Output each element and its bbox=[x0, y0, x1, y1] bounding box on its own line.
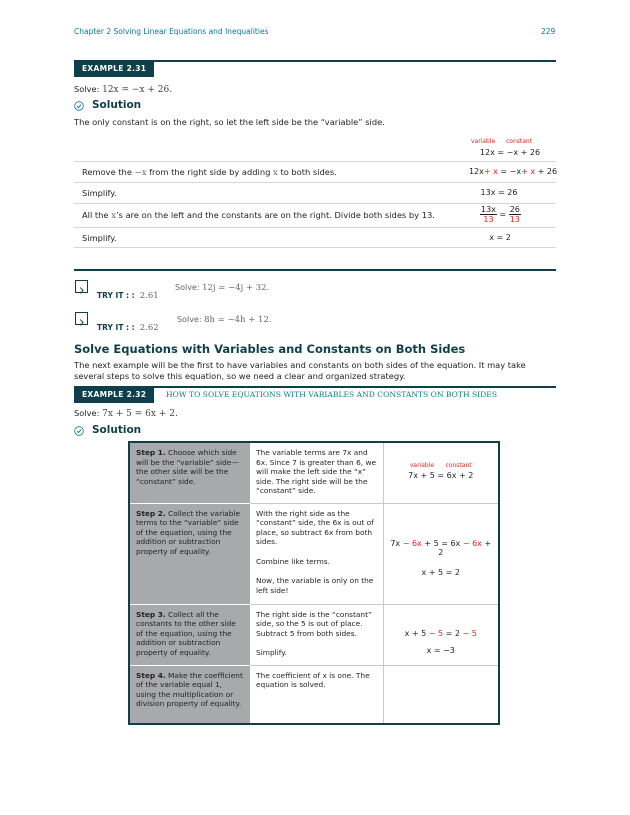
table-row bbox=[129, 665, 499, 724]
table-divider bbox=[74, 203, 556, 204]
step-explanation: The coefficient of x is one. The equation is solved. bbox=[250, 665, 383, 724]
equation-simplified: 13x = 26 bbox=[480, 188, 518, 197]
try-it-problem: Solve: 12j = −4j + 32. bbox=[175, 283, 270, 293]
chapter-header: Chapter 2 Solving Linear Equations and Inequalities bbox=[74, 27, 269, 36]
equation: x + 5 = 2 bbox=[421, 567, 460, 577]
table-divider bbox=[74, 161, 556, 162]
try-it-heading: TRY IT : : 2.62 bbox=[97, 323, 159, 333]
example-rule bbox=[74, 60, 556, 62]
tag-variable: variable bbox=[471, 138, 496, 145]
try-it-problem: Solve: 8h = −4h + 12. bbox=[177, 315, 272, 325]
step-description: Step 1. Choose which side will be the “variable” side—the other side will be the “constant” side. bbox=[129, 442, 250, 503]
solution-title: Solution bbox=[92, 424, 142, 436]
tag-constant: constant bbox=[506, 138, 533, 145]
solve-line bbox=[74, 408, 178, 419]
step-explanation: The right side is the “constant” side, so the 5 is out of place. Subtract 5 from both sides. Simplify. bbox=[250, 604, 383, 665]
equation: 7x + 5 = 6x + 2 bbox=[408, 470, 474, 480]
solution-intro: The only constant is on the right, so let the left side be the “variable” side. bbox=[74, 117, 385, 127]
step-description: Step 3. Collect all the constants to the other side of the equation, using the addition or subtraction property of equality. bbox=[129, 604, 250, 665]
example-title: HOW TO SOLVE EQUATIONS WITH VARIABLES AND CONSTANTS ON BOTH SIDES bbox=[166, 390, 498, 399]
chevron-right-icon bbox=[76, 285, 87, 296]
equation: x = −3 bbox=[426, 646, 455, 656]
try-it-rule bbox=[74, 269, 556, 271]
equation: 7x − 6x + 5 = 6x − 6x + 2 bbox=[390, 538, 492, 558]
fraction-equation: $\frac{13x}{13}$ = $\frac{26}{13}$ bbox=[481, 205, 520, 224]
solve-label: Solve: bbox=[74, 408, 100, 418]
table-row bbox=[129, 442, 499, 503]
step-work bbox=[383, 665, 499, 724]
solve-line bbox=[74, 84, 172, 95]
solve-equation: 12x = −x + 26. bbox=[102, 85, 173, 95]
tag-variable: variable bbox=[409, 462, 435, 469]
step-explanation: With the right side as the “constant” side, the 6x is out of place, so subtract 6x from both sides. Combine like terms. Now, the variable is only on the left side! bbox=[250, 503, 383, 604]
equation-final: x = 2 bbox=[489, 233, 511, 242]
try-it-heading: TRY IT : : 2.61 bbox=[97, 291, 159, 301]
page-number: 229 bbox=[541, 27, 556, 36]
section-heading: Solve Equations with Variables and Constants on Both Sides bbox=[74, 342, 466, 356]
steps-table bbox=[128, 441, 500, 725]
step-work bbox=[383, 604, 499, 665]
step-description: Step 4. Make the coefficient of the variable equal 1, using the multiplication or division property of equality. bbox=[129, 665, 250, 724]
step-explanation: The variable terms are 7x and 6x. Since 7 is greater than 6, we will make the left side the “x” side. The right side will be the “constant” side. bbox=[250, 442, 383, 503]
check-circle-icon bbox=[74, 101, 84, 111]
table-row bbox=[129, 604, 499, 665]
table-row bbox=[129, 503, 499, 604]
step-work bbox=[383, 503, 499, 604]
table-divider bbox=[74, 182, 556, 183]
expand-try-it-2-62[interactable] bbox=[75, 312, 88, 325]
table-divider bbox=[74, 227, 556, 228]
step-description: Step 2. Collect the variable terms to the “variable” side of the equation, using the addition or subtraction property of equality. bbox=[129, 503, 250, 604]
table-divider bbox=[74, 247, 556, 248]
check-circle-icon bbox=[74, 426, 84, 436]
example-label: EXAMPLE 2.32 bbox=[74, 387, 154, 403]
example-label: EXAMPLE 2.31 bbox=[74, 61, 154, 77]
chevron-right-icon bbox=[76, 317, 87, 328]
step-text: All the x’s are on the left and the constants are on the right. Divide both sides by 13. bbox=[82, 210, 435, 221]
step-text: Simplify. bbox=[82, 188, 117, 198]
expand-try-it-2-61[interactable] bbox=[75, 280, 88, 293]
start-equation: 12x = −x + 26 bbox=[479, 148, 541, 157]
section-paragraph: The next example will be the first to have variables and constants on both sides of the equation. It may take several steps to solve this equation, so we need a clear and organized strategy. bbox=[74, 360, 526, 381]
tag-constant: constant bbox=[445, 462, 472, 469]
step-work bbox=[383, 442, 499, 503]
example-rule bbox=[74, 386, 556, 388]
solution-title: Solution bbox=[92, 99, 142, 111]
solve-label: Solve: bbox=[74, 84, 100, 94]
equation: x + 5 − 5 = 2 − 5 bbox=[404, 628, 477, 638]
step-text: Simplify. bbox=[82, 233, 117, 243]
step-text: Remove the −x from the right side by adding x to both sides. bbox=[82, 167, 337, 178]
solve-equation: 7x + 5 = 6x + 2. bbox=[102, 409, 178, 419]
equation-add-x: 12x+ x = −x+ x + 26 bbox=[468, 167, 558, 176]
